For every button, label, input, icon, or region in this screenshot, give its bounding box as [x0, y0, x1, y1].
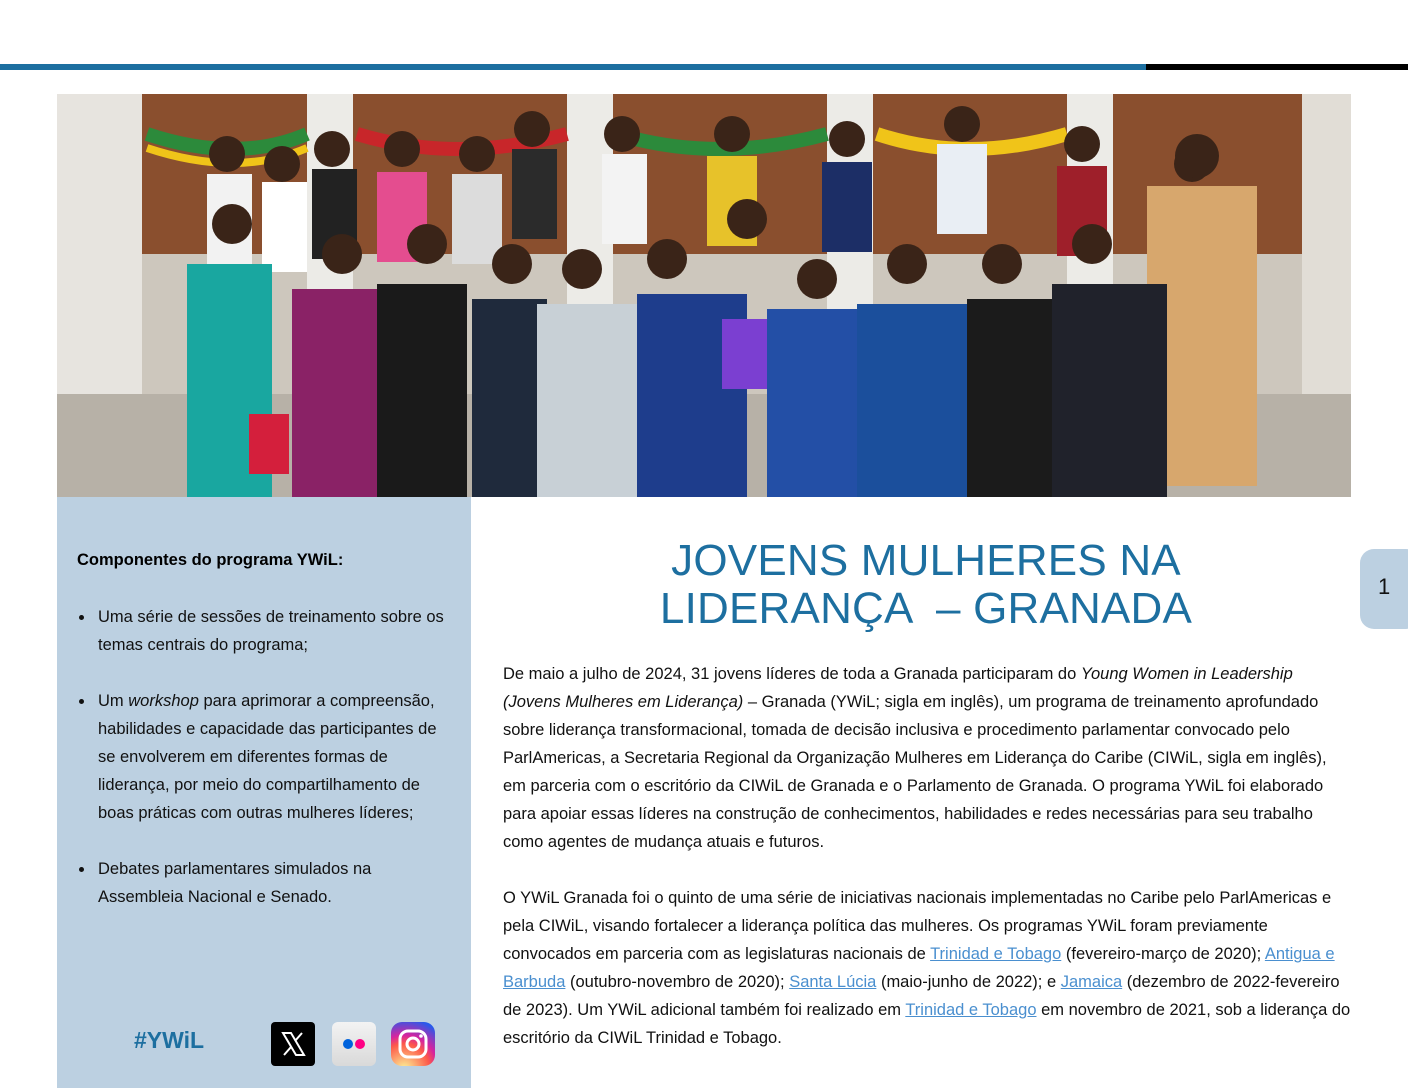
list-item: Debates parlamentares simulados na Assembleia Nacional e Senado.: [77, 855, 457, 911]
sidebar-heading: Componentes do programa YWiL:: [77, 551, 344, 569]
header-rule-black: [1146, 64, 1408, 70]
flickr-icon[interactable]: [332, 1022, 376, 1066]
title-line-1: JOVENS MULHERES NA: [671, 536, 1181, 585]
link-jamaica[interactable]: Jamaica: [1060, 973, 1123, 991]
list-item: Um workshop para aprimorar a compreensão, habilidades e capacidade das participantes de se envolverem em diferentes formas de liderança, por meio do compartilhamento de boas práticas com outras mulheres líderes;: [77, 687, 457, 827]
link-trinidad-tobago-2020[interactable]: Trinidad e Tobago: [930, 945, 1062, 963]
hashtag: #YWiL: [134, 1027, 205, 1053]
header-rule-blue: [0, 64, 1146, 70]
paragraph-1: De maio a julho de 2024, 31 jovens líderes de toda a Granada participaram do Young Women in Leadership (Jovens Mulheres em Liderança) – Granada (YWiL; sigla em inglês), um programa de treinamento aprofundado sobre liderança transformacional, tomada de decisão inclusiva e procedimento parlamentar convocado pelo ParlAmericas, a Secretaria Regional da Organização Mulheres em Liderança do Caribe (CIWiL, sigla em inglês), em parceria com o escritório da CIWiL de Granada e o Parlamento de Granada. O programa YWiL foi elaborado para apoiar essas líderes na construção de conhecimentos, habilidades e redes necessárias para seu trabalho como agentes de mudança atuais e futuros.: [503, 665, 1327, 851]
paragraph-2: O YWiL Granada foi o quinto de uma série de iniciativas nacionais implementadas no Caribe pelo ParlAmericas e pela CIWiL, visando fortalecer a liderança política das mulheres. Os programas YWiL foram previamente convocados em parceria com as legislaturas nacionais de Trinidad e Tobago (fevereiro-março de 2020); Antigua e Barbuda (outubro-novembro de 2020); Santa Lúcia (maio-junho de 2022); e Jamaica (dezembro de 2022-fevereiro de 2023). Um YWiL adicional também foi realizado em Trinidad e Tobago em novembro de 2021, sob a liderança do escritório da CIWiL Trinidad e Tobago.: [503, 889, 1351, 1047]
link-antigua-barbuda[interactable]: Antigua e Barbuda: [503, 945, 1335, 991]
instagram-icon[interactable]: [391, 1022, 435, 1066]
group-photo-illustration: [57, 94, 1351, 497]
link-santa-lucia[interactable]: Santa Lúcia: [789, 973, 877, 991]
workshop-emphasis: workshop: [128, 692, 199, 710]
group-photo: [57, 94, 1351, 497]
page-number: 1: [1378, 574, 1391, 599]
title-line-2: LIDERANÇA – GRANADA: [659, 584, 1193, 633]
article-body: [503, 660, 1351, 1080]
page-title: [472, 537, 1380, 633]
x-icon[interactable]: [271, 1022, 315, 1066]
components-list: [77, 603, 457, 939]
link-trinidad-tobago-2021[interactable]: Trinidad e Tobago: [905, 1001, 1037, 1019]
program-name-emphasis: Young Women in Leadership (Jovens Mulheres em Liderança): [503, 665, 1293, 711]
program-components-sidebar: [57, 497, 471, 1088]
list-item: Uma série de sessões de treinamento sobre os temas centrais do programa;: [77, 603, 457, 659]
